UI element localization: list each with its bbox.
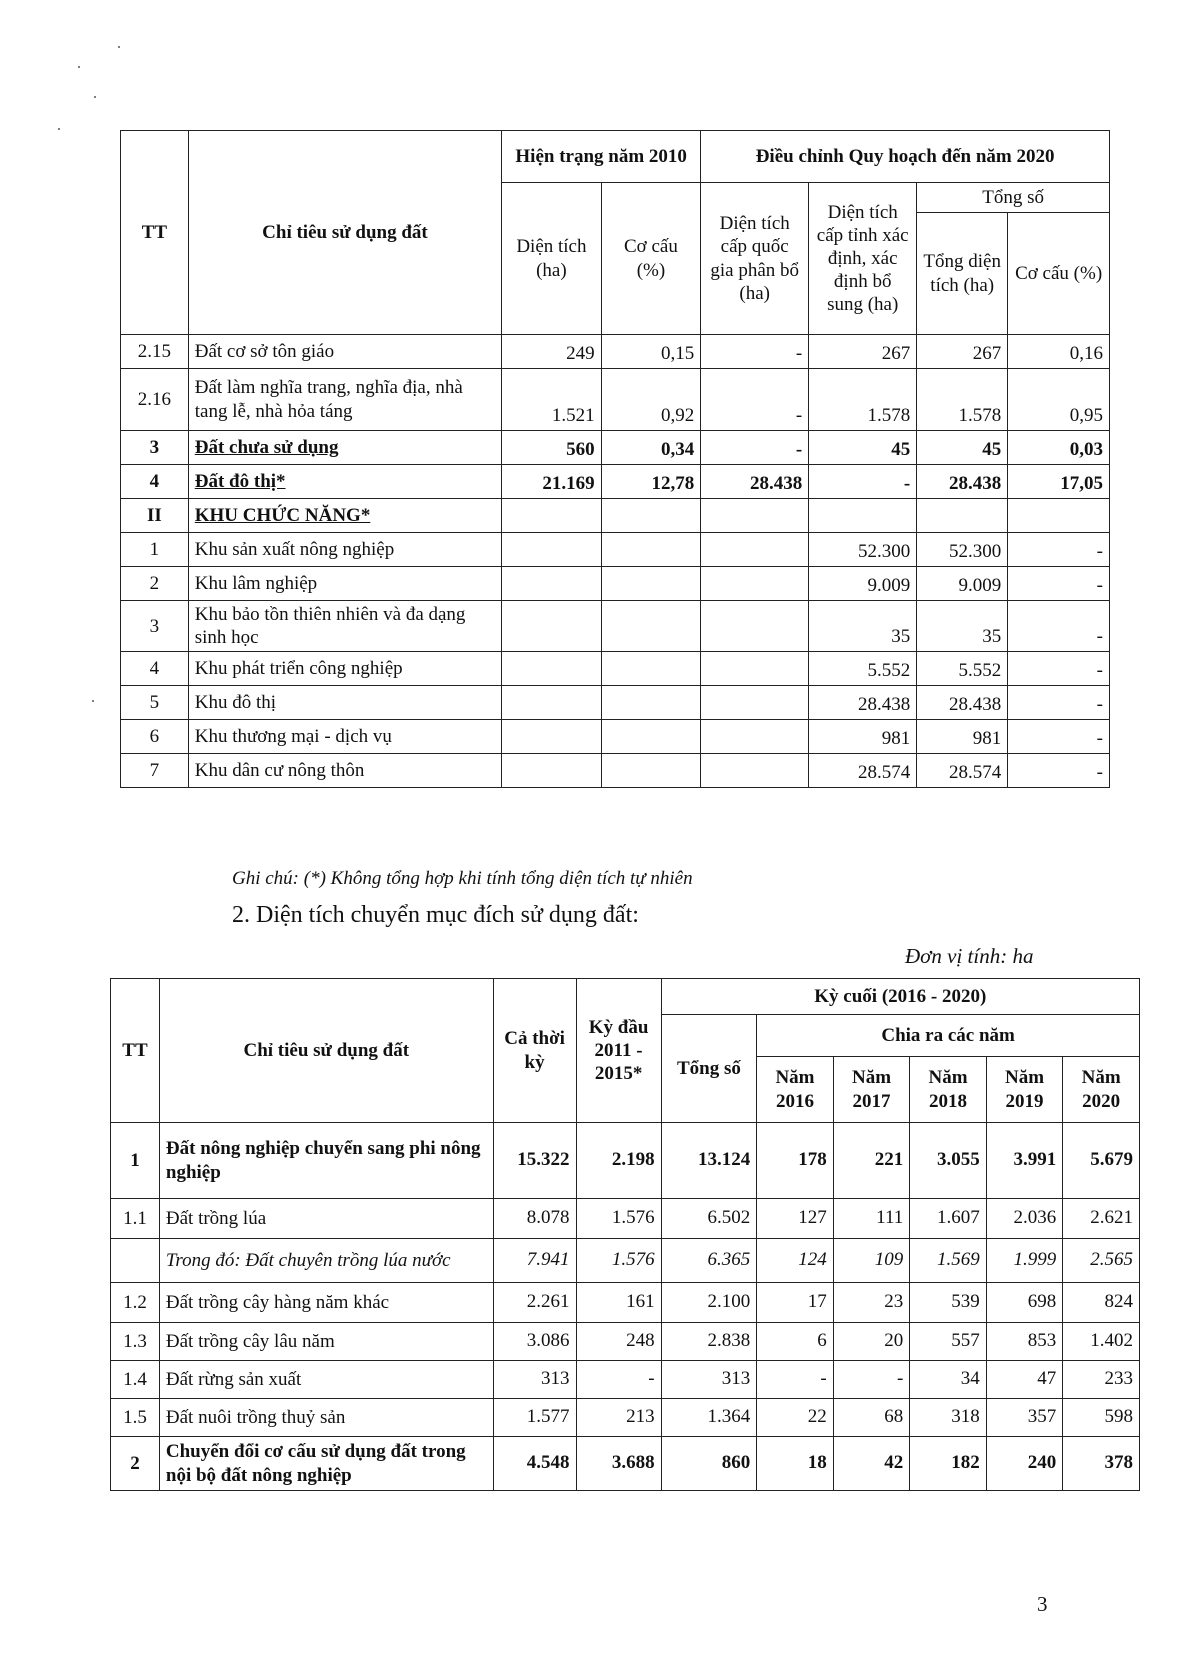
total-area-cell: 9.009 [917, 567, 1008, 601]
whole-period-cell: 2.261 [493, 1283, 576, 1323]
table-row [111, 1123, 1140, 1199]
row-number: 1 [111, 1123, 160, 1199]
year-2019-cell: 853 [986, 1323, 1063, 1361]
first-period-cell: - [576, 1361, 661, 1399]
row-number: 2.16 [121, 369, 189, 431]
row-number [111, 1239, 160, 1283]
current-area-cell: 560 [502, 431, 602, 465]
current-area-cell [502, 601, 602, 652]
provincial-area-cell: 45 [809, 431, 917, 465]
table-row [111, 1283, 1140, 1323]
header-provincial-area: Diện tích cấp tỉnh xác định, xác định bổ sung (ha) [809, 183, 917, 335]
year-2020-cell: 2.565 [1063, 1239, 1140, 1283]
unit-label: Đơn vị tính: ha [905, 944, 1034, 968]
row-label: Đất chưa sử dụng [188, 431, 501, 465]
row-label: Khu dân cư nông thôn [188, 754, 501, 788]
year-2020-cell: 378 [1063, 1437, 1140, 1491]
total-structure-cell: - [1008, 686, 1110, 720]
year-2017-cell: 42 [833, 1437, 910, 1491]
whole-period-cell: 15.322 [493, 1123, 576, 1199]
total-structure-cell: 0,95 [1008, 369, 1110, 431]
year-2016-cell: - [757, 1361, 834, 1399]
row-number: 1.1 [111, 1199, 160, 1239]
current-area-cell [502, 533, 602, 567]
header-last-period: Kỳ cuối (2016 - 2020) [661, 979, 1139, 1015]
land-conversion-table-body [111, 1123, 1140, 1491]
row-label: Khu lâm nghiệp [188, 567, 501, 601]
header-year-2017: Năm 2017 [833, 1057, 910, 1123]
year-2020-cell: 2.621 [1063, 1199, 1140, 1239]
total-area-cell: 1.578 [917, 369, 1008, 431]
row-number: 2 [121, 567, 189, 601]
current-structure-cell [601, 754, 701, 788]
current-structure-cell [601, 499, 701, 533]
row-number: 6 [121, 720, 189, 754]
current-structure-cell: 0,34 [601, 431, 701, 465]
page-number: 3 [1037, 1592, 1048, 1616]
total-structure-cell: - [1008, 652, 1110, 686]
year-2018-cell: 1.607 [910, 1199, 987, 1239]
year-2016-cell: 22 [757, 1399, 834, 1437]
row-number: 4 [121, 652, 189, 686]
first-period-cell: 213 [576, 1399, 661, 1437]
header-current-structure: Cơ cấu (%) [601, 183, 701, 335]
header-year-2018: Năm 2018 [910, 1057, 987, 1123]
current-area-cell: 249 [502, 335, 602, 369]
row-label: Đất đô thị* [188, 465, 501, 499]
year-2018-cell: 3.055 [910, 1123, 987, 1199]
table-note: Ghi chú: (*) Không tổng hợp khi tính tổng diện tích tự nhiên [232, 868, 693, 889]
section-heading: 2. Diện tích chuyển mục đích sử dụng đất: [232, 902, 639, 928]
table-row [121, 499, 1110, 533]
row-number: 1.2 [111, 1283, 160, 1323]
header-indicator: Chỉ tiêu sử dụng đất [188, 131, 501, 335]
whole-period-cell: 3.086 [493, 1323, 576, 1361]
provincial-area-cell: 267 [809, 335, 917, 369]
header-current-area: Diện tích (ha) [502, 183, 602, 335]
provincial-area-cell: 9.009 [809, 567, 917, 601]
year-2020-cell: 5.679 [1063, 1123, 1140, 1199]
first-period-cell: 1.576 [576, 1199, 661, 1239]
header-by-year: Chia ra các năm [757, 1015, 1140, 1057]
whole-period-cell: 7.941 [493, 1239, 576, 1283]
first-period-cell: 3.688 [576, 1437, 661, 1491]
first-period-cell: 248 [576, 1323, 661, 1361]
total-structure-cell: 0,03 [1008, 431, 1110, 465]
provincial-area-cell: 35 [809, 601, 917, 652]
total-structure-cell: - [1008, 754, 1110, 788]
current-structure-cell [601, 652, 701, 686]
first-period-cell: 161 [576, 1283, 661, 1323]
land-conversion-table [110, 978, 1140, 1491]
header-total-area: Tổng diện tích (ha) [917, 213, 1008, 335]
header-tt: TT [121, 131, 189, 335]
scan-speck [58, 128, 60, 130]
table-row [111, 1199, 1140, 1239]
total-area-cell: 267 [917, 335, 1008, 369]
table-row [121, 431, 1110, 465]
national-area-cell [701, 754, 809, 788]
year-2018-cell: 318 [910, 1399, 987, 1437]
national-area-cell [701, 567, 809, 601]
total-structure-cell: - [1008, 567, 1110, 601]
year-2019-cell: 240 [986, 1437, 1063, 1491]
year-2019-cell: 698 [986, 1283, 1063, 1323]
table-row [121, 720, 1110, 754]
current-structure-cell [601, 533, 701, 567]
national-area-cell: 28.438 [701, 465, 809, 499]
header-year-2019: Năm 2019 [986, 1057, 1063, 1123]
year-2016-cell: 6 [757, 1323, 834, 1361]
row-number: 2 [111, 1437, 160, 1491]
provincial-area-cell: 28.574 [809, 754, 917, 788]
table-row [111, 1361, 1140, 1399]
total-area-cell: 45 [917, 431, 1008, 465]
national-area-cell [701, 686, 809, 720]
current-area-cell [502, 499, 602, 533]
year-2019-cell: 3.991 [986, 1123, 1063, 1199]
year-2017-cell: - [833, 1361, 910, 1399]
total-cell: 13.124 [661, 1123, 757, 1199]
row-number: 1.4 [111, 1361, 160, 1399]
row-number: 4 [121, 465, 189, 499]
year-2019-cell: 357 [986, 1399, 1063, 1437]
total-area-cell: 35 [917, 601, 1008, 652]
current-structure-cell [601, 720, 701, 754]
total-area-cell: 28.574 [917, 754, 1008, 788]
total-area-cell: 981 [917, 720, 1008, 754]
table-row [111, 1239, 1140, 1283]
current-area-cell [502, 720, 602, 754]
year-2018-cell: 1.569 [910, 1239, 987, 1283]
current-structure-cell [601, 567, 701, 601]
total-structure-cell: - [1008, 533, 1110, 567]
row-number: 7 [121, 754, 189, 788]
table-row [111, 1399, 1140, 1437]
table-row [121, 369, 1110, 431]
header-first-period: Kỳ đầu 2011 - 2015* [576, 979, 661, 1123]
row-label: Đất trồng lúa [159, 1199, 493, 1239]
row-label: Khu bảo tồn thiên nhiên và đa dạng sinh học [188, 601, 501, 652]
row-label: Trong đó: Đất chuyên trồng lúa nước [159, 1239, 493, 1283]
whole-period-cell: 4.548 [493, 1437, 576, 1491]
whole-period-cell: 8.078 [493, 1199, 576, 1239]
row-number: 5 [121, 686, 189, 720]
year-2018-cell: 182 [910, 1437, 987, 1491]
year-2016-cell: 178 [757, 1123, 834, 1199]
row-label: Đất nuôi trồng thuỷ sản [159, 1399, 493, 1437]
year-2017-cell: 111 [833, 1199, 910, 1239]
total-structure-cell: 0,16 [1008, 335, 1110, 369]
total-area-cell: 5.552 [917, 652, 1008, 686]
row-label: Đất cơ sở tôn giáo [188, 335, 501, 369]
total-cell: 6.502 [661, 1199, 757, 1239]
total-area-cell: 28.438 [917, 686, 1008, 720]
year-2017-cell: 221 [833, 1123, 910, 1199]
row-label: KHU CHỨC NĂNG* [188, 499, 501, 533]
table-row [121, 754, 1110, 788]
current-structure-cell: 0,92 [601, 369, 701, 431]
table-row [111, 1437, 1140, 1491]
current-area-cell [502, 754, 602, 788]
row-number: 1.5 [111, 1399, 160, 1437]
current-area-cell [502, 652, 602, 686]
national-area-cell [701, 720, 809, 754]
scan-speck [94, 96, 96, 98]
year-2019-cell: 47 [986, 1361, 1063, 1399]
provincial-area-cell: 5.552 [809, 652, 917, 686]
row-label: Khu phát triển công nghiệp [188, 652, 501, 686]
current-structure-cell: 12,78 [601, 465, 701, 499]
total-structure-cell: - [1008, 601, 1110, 652]
current-structure-cell: 0,15 [601, 335, 701, 369]
header-current-2010: Hiện trạng năm 2010 [502, 131, 701, 183]
national-area-cell: - [701, 335, 809, 369]
national-area-cell [701, 499, 809, 533]
land-use-plan-table-body [121, 335, 1110, 788]
national-area-cell [701, 652, 809, 686]
table-row [121, 601, 1110, 652]
year-2019-cell: 1.999 [986, 1239, 1063, 1283]
current-area-cell [502, 567, 602, 601]
table-row [121, 465, 1110, 499]
table-row [121, 533, 1110, 567]
row-label: Đất rừng sản xuất [159, 1361, 493, 1399]
provincial-area-cell: 981 [809, 720, 917, 754]
row-number: 1 [121, 533, 189, 567]
row-label: Đất nông nghiệp chuyển sang phi nông nghiệp [159, 1123, 493, 1199]
year-2020-cell: 824 [1063, 1283, 1140, 1323]
row-number: 1.3 [111, 1323, 160, 1361]
table-row [121, 652, 1110, 686]
year-2018-cell: 539 [910, 1283, 987, 1323]
total-area-cell [917, 499, 1008, 533]
total-cell: 2.100 [661, 1283, 757, 1323]
whole-period-cell: 1.577 [493, 1399, 576, 1437]
scan-speck [78, 66, 80, 68]
total-structure-cell [1008, 499, 1110, 533]
scan-speck [118, 46, 120, 48]
current-structure-cell [601, 601, 701, 652]
row-label: Đất trồng cây lâu năm [159, 1323, 493, 1361]
row-label: Khu đô thị [188, 686, 501, 720]
year-2017-cell: 68 [833, 1399, 910, 1437]
total-structure-cell: 17,05 [1008, 465, 1110, 499]
row-label: Khu thương mại - dịch vụ [188, 720, 501, 754]
provincial-area-cell [809, 499, 917, 533]
year-2016-cell: 124 [757, 1239, 834, 1283]
total-cell: 6.365 [661, 1239, 757, 1283]
year-2016-cell: 17 [757, 1283, 834, 1323]
year-2018-cell: 557 [910, 1323, 987, 1361]
provincial-area-cell: 1.578 [809, 369, 917, 431]
year-2017-cell: 23 [833, 1283, 910, 1323]
table-row [121, 335, 1110, 369]
total-cell: 1.364 [661, 1399, 757, 1437]
national-area-cell [701, 533, 809, 567]
year-2018-cell: 34 [910, 1361, 987, 1399]
national-area-cell [701, 601, 809, 652]
header-total-structure: Cơ cấu (%) [1008, 213, 1110, 335]
header-year-2020: Năm 2020 [1063, 1057, 1140, 1123]
current-area-cell: 21.169 [502, 465, 602, 499]
total-cell: 313 [661, 1361, 757, 1399]
total-cell: 2.838 [661, 1323, 757, 1361]
national-area-cell: - [701, 431, 809, 465]
total-cell: 860 [661, 1437, 757, 1491]
row-label: Khu sản xuất nông nghiệp [188, 533, 501, 567]
provincial-area-cell: 52.300 [809, 533, 917, 567]
table-row [121, 567, 1110, 601]
year-2016-cell: 18 [757, 1437, 834, 1491]
land-use-plan-table [120, 130, 1110, 788]
year-2017-cell: 109 [833, 1239, 910, 1283]
total-area-cell: 52.300 [917, 533, 1008, 567]
year-2020-cell: 233 [1063, 1361, 1140, 1399]
header-total: Tổng số [661, 1015, 757, 1123]
header-plan-total: Tổng số [917, 183, 1110, 213]
table-row [121, 686, 1110, 720]
current-area-cell: 1.521 [502, 369, 602, 431]
provincial-area-cell: 28.438 [809, 686, 917, 720]
year-2020-cell: 598 [1063, 1399, 1140, 1437]
national-area-cell: - [701, 369, 809, 431]
row-label: Đất làm nghĩa trang, nghĩa địa, nhà tang lễ, nhà hỏa táng [188, 369, 501, 431]
year-2017-cell: 20 [833, 1323, 910, 1361]
year-2020-cell: 1.402 [1063, 1323, 1140, 1361]
current-structure-cell [601, 686, 701, 720]
current-area-cell [502, 686, 602, 720]
row-number: 3 [121, 431, 189, 465]
year-2016-cell: 127 [757, 1199, 834, 1239]
total-area-cell: 28.438 [917, 465, 1008, 499]
header-national-area: Diện tích cấp quốc gia phân bổ (ha) [701, 183, 809, 335]
first-period-cell: 2.198 [576, 1123, 661, 1199]
provincial-area-cell: - [809, 465, 917, 499]
whole-period-cell: 313 [493, 1361, 576, 1399]
first-period-cell: 1.576 [576, 1239, 661, 1283]
header-whole-period: Cả thời kỳ [493, 979, 576, 1123]
scan-speck [92, 700, 94, 702]
row-number: 2.15 [121, 335, 189, 369]
row-label: Chuyển đổi cơ cấu sử dụng đất trong nội bộ đất nông nghiệp [159, 1437, 493, 1491]
header-plan-2020: Điều chỉnh Quy hoạch đến năm 2020 [701, 131, 1110, 183]
row-label: Đất trồng cây hàng năm khác [159, 1283, 493, 1323]
header-tt: TT [111, 979, 160, 1123]
header-indicator: Chỉ tiêu sử dụng đất [159, 979, 493, 1123]
table-row [111, 1323, 1140, 1361]
row-number: 3 [121, 601, 189, 652]
header-year-2016: Năm 2016 [757, 1057, 834, 1123]
year-2019-cell: 2.036 [986, 1199, 1063, 1239]
row-number: II [121, 499, 189, 533]
total-structure-cell: - [1008, 720, 1110, 754]
